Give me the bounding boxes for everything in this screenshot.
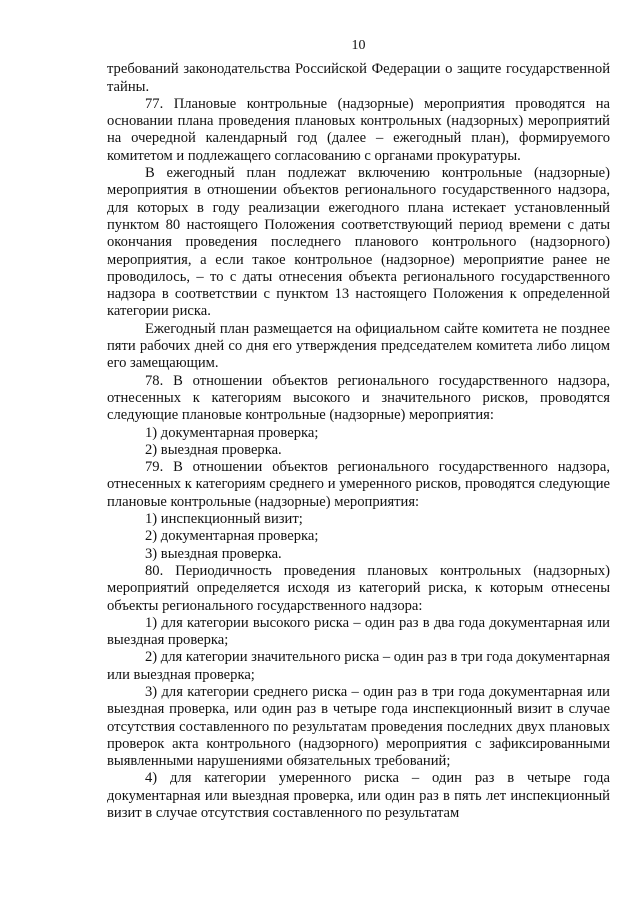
list-item: 2) документарная проверка; bbox=[145, 528, 319, 545]
document-body bbox=[107, 61, 610, 822]
paragraph: 4) для категории умеренного риска – один раз в четыре года документарная или выездная проверка, или один раз в пять лет инспекционный визит в случае отсутствия составленного по результатам bbox=[107, 770, 610, 822]
document-page bbox=[107, 37, 610, 822]
paragraph: 77. Плановые контрольные (надзорные) мероприятия проводятся на основании плана проведения плановых контрольных (надзорных) мероприятий на очередной календарный год (далее – ежегодный план), формируемого комитетом и подлежащего согласованию с органами прокуратуры. bbox=[107, 95, 610, 164]
paragraph: Ежегодный план размещается на официальном сайте комитета не позднее пяти рабочих дней со дня его утверждения председателем комитета либо лицом его замещающим. bbox=[107, 320, 610, 372]
paragraph: 80. Периодичность проведения плановых контрольных (надзорных) мероприятий определяется исходя из категорий риска, к которым отнесены объекты регионального государственного надзора: bbox=[107, 562, 610, 614]
paragraph: 2) для категории значительного риска – один раз в три года документарная или выездная проверка; bbox=[107, 649, 611, 683]
list-item: 1) инспекционный визит; bbox=[145, 511, 303, 528]
paragraph: 3) для категории среднего риска – один раз в три года документарная или выездная проверка, или один раз в четыре года инспекционный визит в случае отсутствия составленного по результатам проведения последних двух плановых проверок акта контрольного (надзорного) мероприятия с зафиксированными выявленными нарушениями обязательных требований; bbox=[107, 683, 610, 770]
list-item: 2) выездная проверка. bbox=[145, 441, 282, 458]
page-number: 10 bbox=[351, 38, 366, 53]
paragraph: 78. В отношении объектов регионального государственного надзора, отнесенных к категориям высокого и значительного рисков, проводятся следующие плановые контрольные (надзорные) мероприятия: bbox=[107, 372, 610, 424]
paragraph: 1) для категории высокого риска – один раз в два года документарная или выездная проверка; bbox=[107, 614, 610, 649]
paragraph: 79. В отношении объектов регионального государственного надзора, отнесенных к категориям среднего и умеренного рисков, проводятся следующие плановые контрольные (надзорные) мероприятия: bbox=[107, 459, 610, 510]
paragraph: В ежегодный план подлежат включению контрольные (надзорные) мероприятия в отношении объектов регионального государственного надзора, для которых в году реализации ежегодного плана истекает установленный пунктом 80 настоящего Положения соответствующий период времени с даты окончания проведения последнего планового контрольного (надзорного) мероприятия, а если такое контрольное (надзорное) мероприятие ранее не проводилось, – то с даты отнесения объекта регионального государственного надзора в соответствии с пунктом 13 настоящего Положения к определенной категории риска. bbox=[107, 165, 610, 320]
paragraph: требований законодательства Российской Федерации о защите государственной тайны. bbox=[107, 61, 610, 95]
list-item: 1) документарная проверка; bbox=[145, 424, 319, 441]
list-item: 3) выездная проверка. bbox=[145, 545, 282, 562]
